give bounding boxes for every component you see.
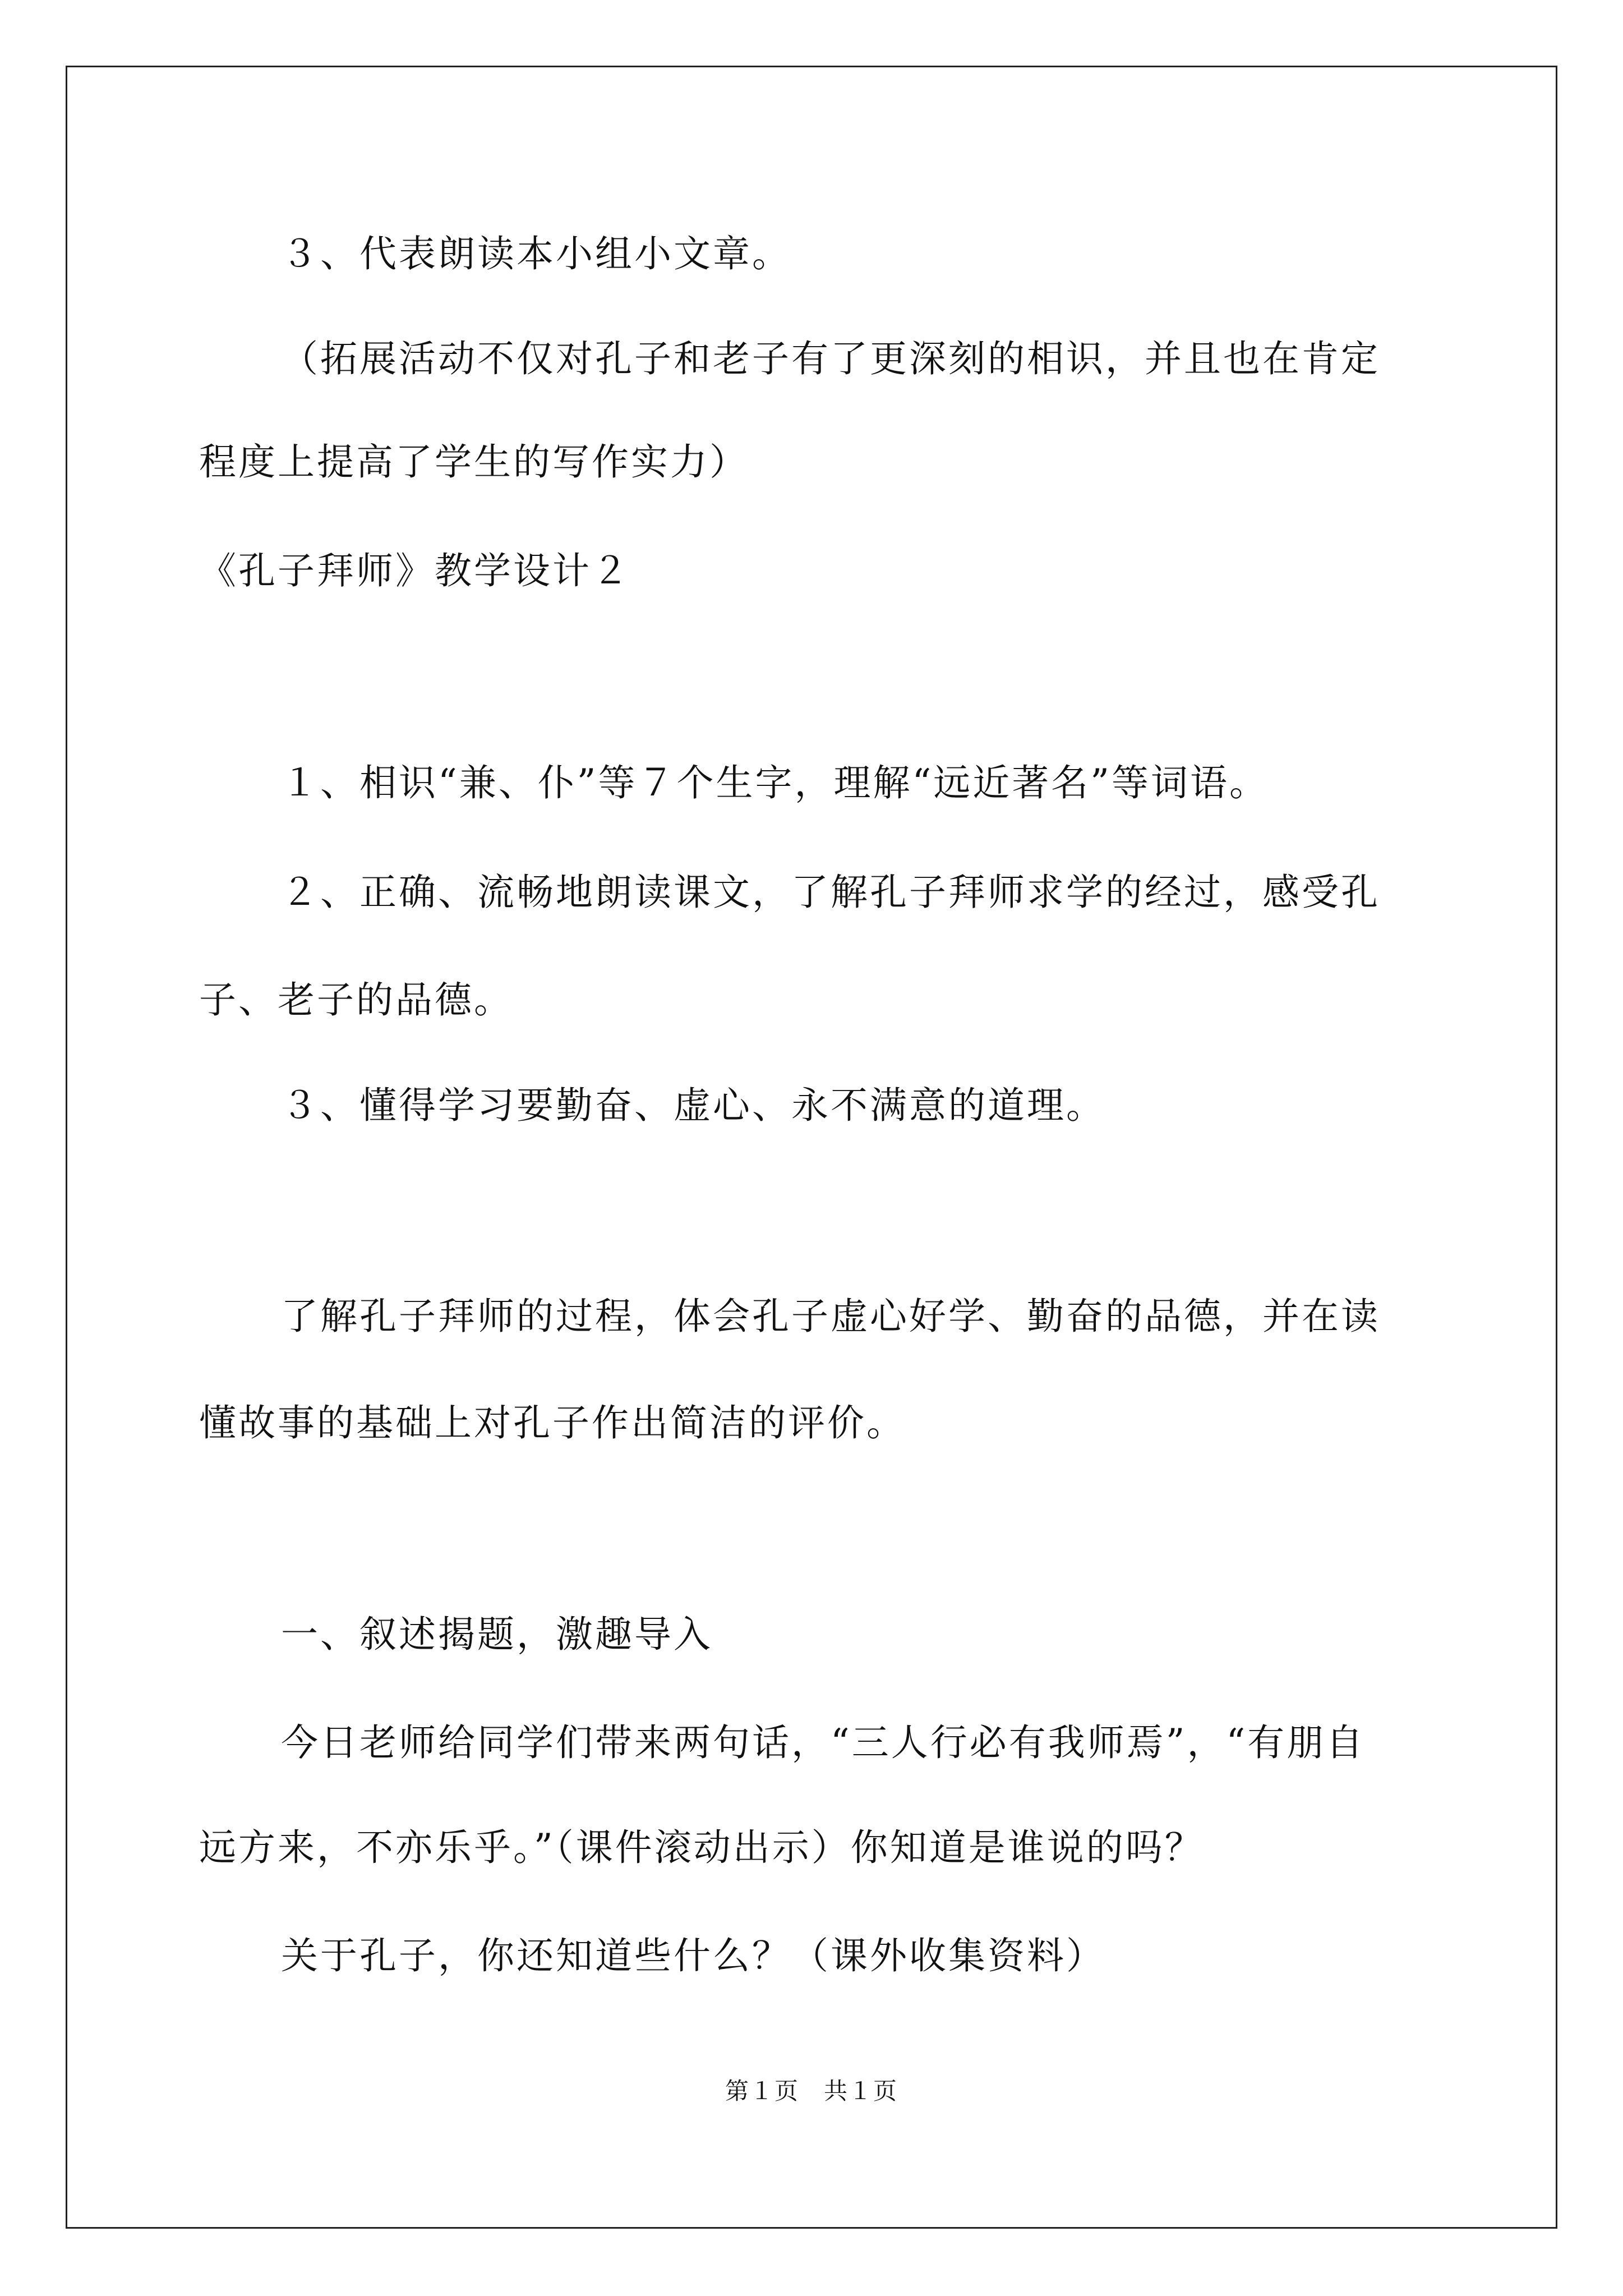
page-frame (66, 66, 1557, 2229)
section-title: 《孔子拜师》教学设计２ (199, 549, 631, 592)
paragraph-line: 子、老子的品德。 (199, 978, 513, 1022)
paragraph-line: ２、正确、流畅地朗读课文，了解孔子拜师求学的经过，感受孔 (281, 871, 1380, 914)
paragraph-line: １、相识“兼、仆”等７个生字，理解“远近著名”等词语。 (281, 761, 1269, 804)
paragraph-line: 关于孔子，你还知道些什么？（课外收集资料） (281, 1934, 1105, 1977)
paragraph-line: 了解孔子拜师的过程，体会孔子虚心好学、勤奋的品德，并在读 (281, 1295, 1380, 1338)
page-footer: 第１页 共１页 (725, 2077, 898, 2105)
paragraph-line: 远方来，不亦乐乎。”（课件滚动出示）你知道是谁说的吗？ (199, 1826, 1204, 1869)
paragraph-line: ３、代表朗读本小组小文章。 (281, 232, 791, 275)
paragraph-line: （拓展活动不仅对孔子和老子有了更深刻的相识，并且也在肯定 (281, 337, 1380, 380)
section-heading: 一、叙述揭题，激趣导入 (281, 1613, 713, 1656)
paragraph-line: ３、懂得学习要勤奋、虚心、永不满意的道理。 (281, 1084, 1105, 1127)
paragraph-line: 程度上提高了学生的写作实力） (199, 440, 749, 484)
paragraph-line: 懂故事的基础上对孔子作出简洁的评价。 (199, 1401, 906, 1444)
paragraph-line: 今日老师给同学们带来两句话，“三人行必有我师焉”，“有朋自 (281, 1721, 1366, 1764)
